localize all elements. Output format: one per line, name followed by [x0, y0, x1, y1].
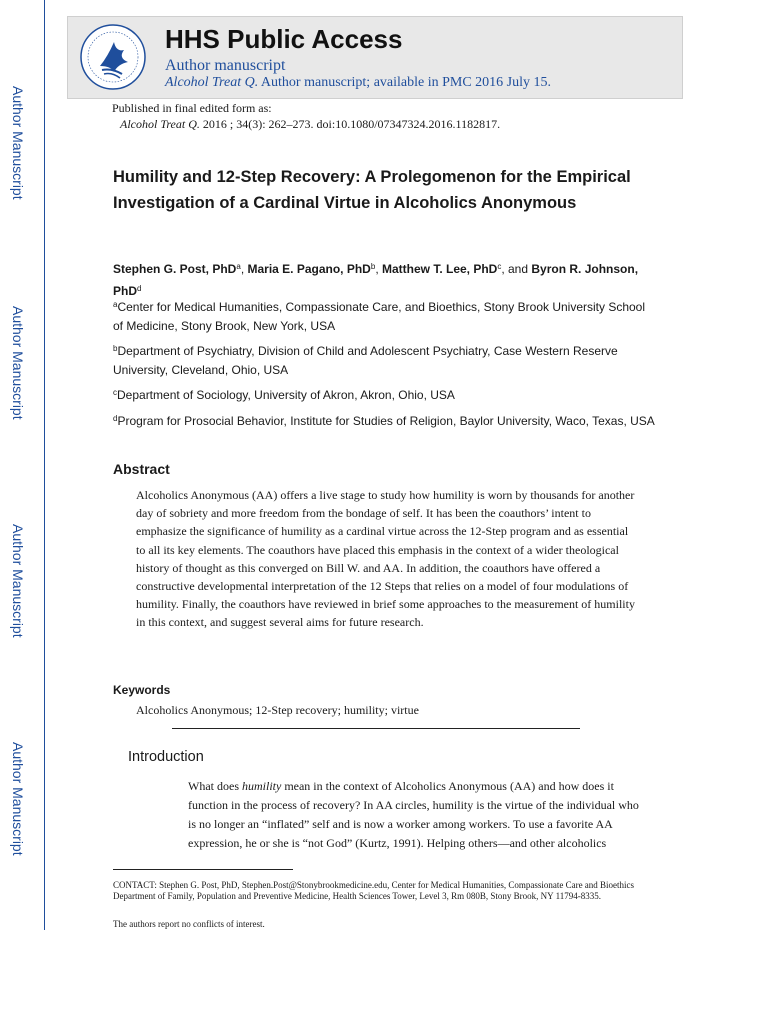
affiliation-a: $^a$Center for Medical Humanities, Compassionate Care, and Bioethics, Stony Brook University School of Medicine, Stony Brook, New York, USA	[113, 300, 646, 333]
keywords-text: Alcoholics Anonymous; 12-Step recovery; humility; virtue	[136, 703, 419, 717]
author-name: Stephen G. Post, PhD	[113, 262, 237, 276]
abstract-text: Alcoholics Anonymous (AA) offers a live stage to study how humility is worn by thousands for another day of sobriety and more freedom from the bondage of self. It has been the coauthors’ intent to emphasize the significance of humility as a cardinal virtue across the 12-Step program and as essential to all its key elements. The coauthors have placed this emphasis in the context of a wider theological history of thought as this converged on Bill W. and AA. In addition, the coauthors have offered a constructive developmental interpretation of the 12 Steps that relies on a model of four modulations of humility. Finally, the coauthors have reviewed in brief some approaches to the measurement of humility in this context, and suggest several aims for future research.	[136, 488, 635, 630]
hhs-eagle-seal-icon	[78, 22, 148, 92]
keywords-heading: Keywords	[113, 683, 171, 697]
introduction-text: What does humility mean in the context of Alcoholics Anonymous (AA) and how does it function in the process of recovery? In AA circles, humility is the virtue of the individual who is no longer an “inflated” self and is now a worker among workers. To use a favorite AA expression, he or she is “not God” (Kurtz, 1991). Helping others—and other alcoholics	[188, 779, 639, 850]
contact-footnote: CONTACT: Stephen G. Post, PhD, Stephen.Post@Stonybrookmedicine.edu, Center for Medical Humanities, Compassionate Care and Bioethics Department of Family, Population and Preventive Medicine, Health Sciences Tower, Level 3, Rm 080B, Stony Brook, NY 11794-8335.	[113, 880, 635, 901]
banner-citation: Alcohol Treat Q. Author manuscript; available in PMC 2016 July 15.	[165, 75, 552, 90]
footnote-divider	[113, 869, 293, 870]
conflicts-footnote: The authors report no conflicts of interest.	[113, 919, 265, 929]
author-name: Matthew T. Lee, PhD	[381, 262, 498, 276]
introduction-heading: Introduction	[128, 749, 204, 765]
author-name: Byron R. Johnson, PhD	[113, 262, 639, 298]
affiliation-d: $^d$Program for Prosocial Behavior, Institute for Studies of Religion, Baylor University, Waco, Texas, USA	[113, 414, 655, 428]
author-list: Stephen G. Post, PhD$^a$, Maria E. Pagano, PhD$^b$, Matthew T. Lee, PhD$^c$, and Byron R. Johnson, PhD$^d$	[113, 262, 639, 298]
banner-subtitle: Author manuscript	[165, 57, 286, 74]
abstract-heading: Abstract	[113, 461, 170, 477]
side-rule	[44, 0, 45, 930]
author-name: Maria E. Pagano, PhD	[247, 262, 371, 276]
section-divider	[172, 728, 580, 729]
affiliation-c: $^c$Department of Sociology, University of Akron, Akron, Ohio, USA	[113, 388, 455, 402]
published-label: Published in final edited form as:	[112, 101, 272, 115]
article-title: Humility and 12-Step Recovery: A Prolegomenon for the Empirical Investigation of a Cardinal Virtue in Alcoholics Anonymous	[113, 168, 631, 212]
affiliation-b: $^b$Department of Psychiatry, Division of Child and Adolescent Psychiatry, Case Western Reserve University, Cleveland, Ohio, USA	[113, 344, 618, 377]
published-citation: Alcohol Treat Q. 2016 ; 34(3): 262–273. doi:10.1080/07347324.2016.1182817.	[120, 117, 501, 131]
banner-title: HHS Public Access	[165, 24, 403, 54]
